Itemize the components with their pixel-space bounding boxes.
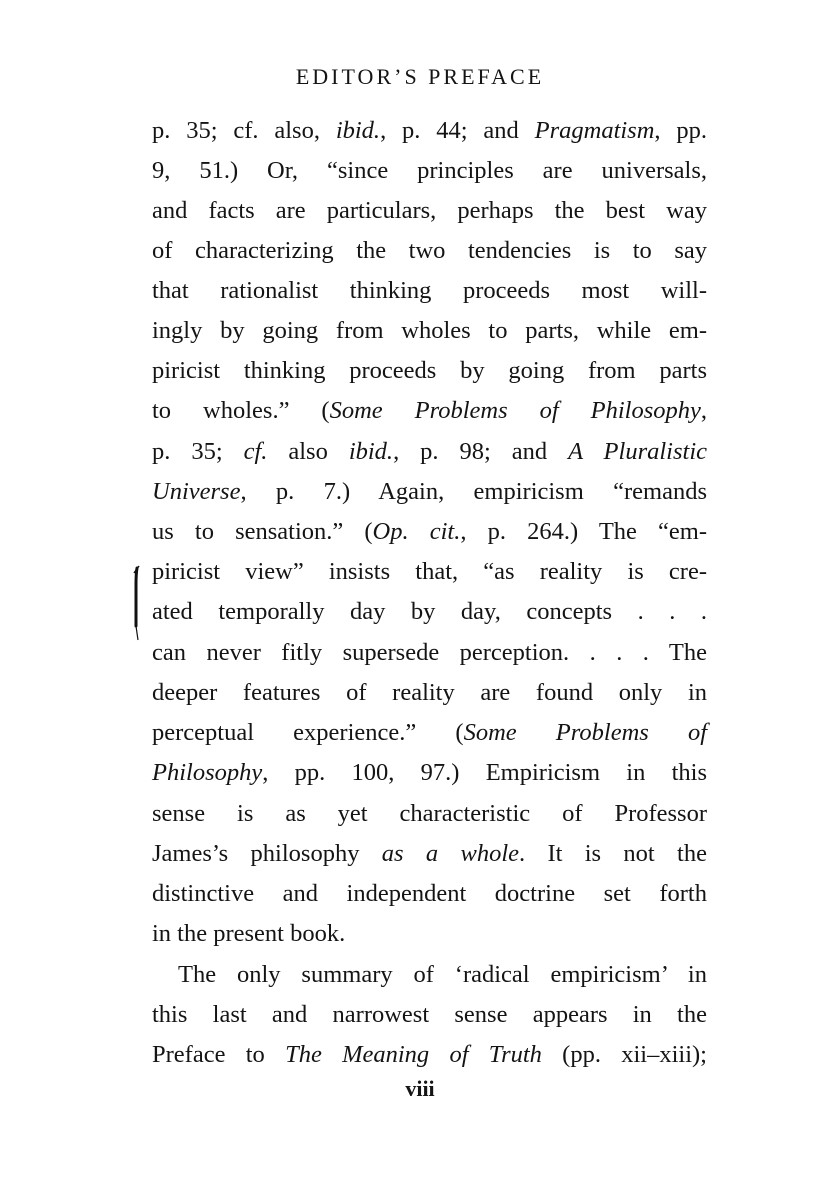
text-line-7: piricist thinking proceeds by going from parts xyxy=(152,357,707,384)
text-line-16: perceptual experience.” (Some Problems of xyxy=(152,719,708,746)
text-line-8: to wholes.” (Some Problems of Philosophy, xyxy=(152,397,707,424)
text-line-17: Philosophy, pp. 100, 97.) Empiricism in this xyxy=(152,759,707,786)
text-line-10: Universe, p. 7.) Again, empiricism “remands xyxy=(152,478,707,505)
text-line-18: sense is as yet characteristic of Professor xyxy=(152,800,707,827)
text-line-1: p. 35; cf. also, ibid., p. 44; and Pragmatism, pp. xyxy=(152,117,708,144)
text-line-23: this last and narrowest sense appears in the xyxy=(152,1001,707,1028)
text-line-14: can never fitly supersede perception. . . . The xyxy=(152,639,707,666)
text-line-20: distinctive and independent doctrine set forth xyxy=(152,880,707,907)
text-line-11: us to sensation.” (Op. cit., p. 264.) The “em- xyxy=(152,518,707,545)
page-number: viii xyxy=(405,1076,435,1101)
running-header: EDITOR’S PREFACE xyxy=(295,64,545,89)
text-line-6: ingly by going from wholes to parts, while em- xyxy=(152,317,707,344)
text-line-19: James’s philosophy as a whole. It is not the xyxy=(152,840,707,867)
text-line-3: and facts are particulars, perhaps the best way xyxy=(152,197,707,224)
text-line-24: Preface to The Meaning of Truth (pp. xii–xiii); xyxy=(152,1041,707,1068)
text-line-2: 9, 51.) Or, “since principles are universals, xyxy=(152,157,707,184)
text-line-9: p. 35; cf. also ibid., p. 98; and A Pluralistic xyxy=(152,438,708,465)
text-line-4: of characterizing the two tendencies is to say xyxy=(152,237,707,264)
text-line-22: The only summary of ‘radical empiricism’ in xyxy=(178,961,707,988)
text-line-21: in the present book. xyxy=(152,920,346,947)
text-line-12: piricist view” insists that, “as reality is cre- xyxy=(152,558,707,585)
text-line-15: deeper features of reality are found only in xyxy=(152,679,707,706)
text-line-5: that rationalist thinking proceeds most will- xyxy=(152,277,707,304)
text-line-13: ated temporally day by day, concepts . . . xyxy=(152,598,707,625)
